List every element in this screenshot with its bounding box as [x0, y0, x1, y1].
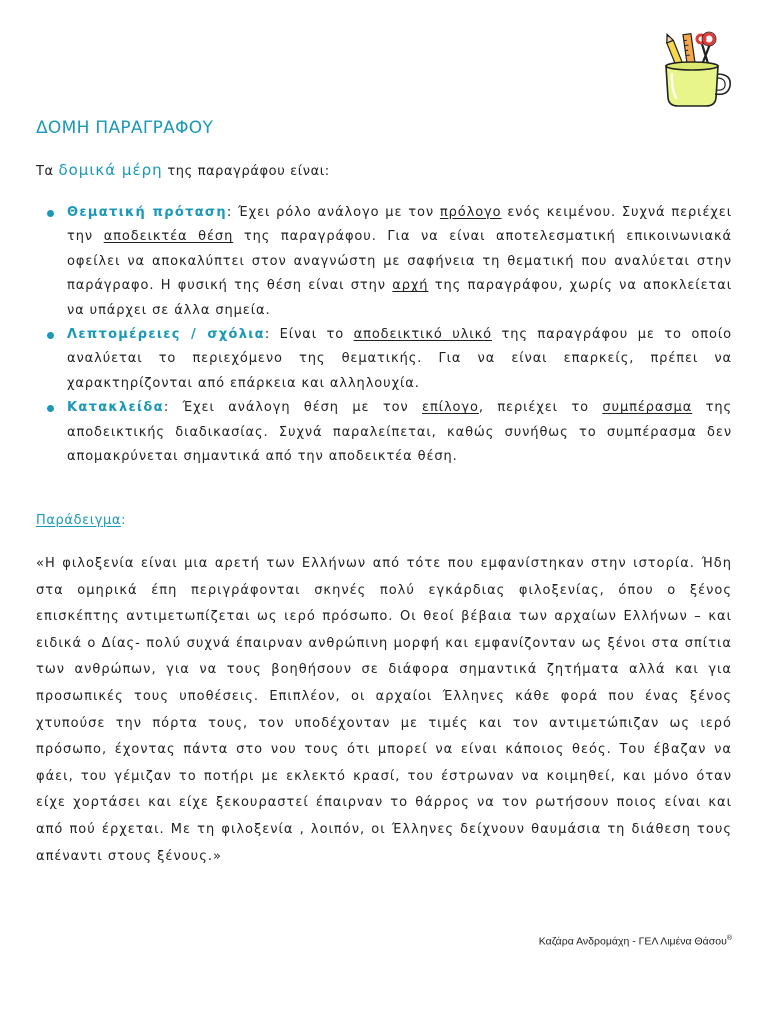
- item-text: : Έχει ρόλο ανάλογο με τον: [226, 205, 440, 220]
- underlined-term: επίλογο: [422, 400, 479, 416]
- intro-text-after: της παραγράφου είναι:: [162, 164, 330, 179]
- bullet-icon: [47, 332, 54, 339]
- parts-list: [36, 201, 732, 469]
- item-text: , περιέχει το: [478, 400, 603, 416]
- footer-credit: [539, 935, 732, 948]
- item-text: της παραγράφου, χωρίς να αποκλείεται να υπάρχει σε άλλα σημεία.: [67, 278, 732, 318]
- example-paragraph: «Η φιλοξενία είναι μια αρετή των Ελλήνων από τότε που εμφανίστηκαν στην ιστορία. Ήδη στα ομηρικά έπη περιγράφονται σκηνές πολύ εγκάρδιας φιλοξενίας, όπου ο ξένος επισκέπτης αντιμετωπίζεται ως ιερό πρόσωπο. Οι θεοί βέβαια των αρχαίων Ελλήνων – και ειδικά ο Δίας- πολύ συχνά έπαιρναν ανθρώπινη μορφή και εμφανίζονταν ως ξένοι στα σπίτια των ανθρώπων, για να τους βοηθήσουν σε διάφορα σημαντικά ζητήματα αλλά και για προσωπικές τους υποθέσεις. Επιπλέον, οι αρχαίοι Έλληνες κάθε φορά που ένας ξένος χτυπούσε την πόρτα τους, τον υποδέχονταν με τιμές και τον αντιμετώπιζαν ως ιερό πρόσωπο, έχοντας πάντα στο νου τους ότι μπορεί να είναι κάποιος θεός. Του έβαζαν να φάει, του γέμιζαν το ποτήρι με εκλεκτό κρασί, του έστρωναν να κοιμηθεί, και μόνο όταν είχε χορτάσει και είχε ξεκουραστεί έπαιρναν το θάρρος να τον ρωτήσουν ποιος είναι και από πού έρχεται. Με τη φιλοξενία , λοιπόν, οι Έλληνες δείχνουν θαυμάσια τη διάθεση τους απέναντι στους ξένους.»: [36, 556, 732, 864]
- item-text: της παραγράφου. Για να είναι αποτελεσματική επικοινωνιακά οφείλει να αποκαλύπτει στον αναγνώστη με σαφήνεια τη θεματική που αναλύεται στην παράγραφο. Η φυσική της θέση είναι στην: [67, 229, 732, 294]
- page-title: ΔΟΜΗ ΠΑΡΑΓΡΑΦΟΥ: [36, 118, 214, 138]
- underlined-term: αποδεικτικό υλικό: [353, 327, 492, 343]
- bullet-icon: [47, 405, 54, 412]
- underlined-term: αρχή: [392, 278, 429, 294]
- intro-text-before: Τα: [36, 164, 59, 179]
- list-item-details: [36, 323, 732, 396]
- footer-text: Καζάρα Ανδρομάχη - ΓΕΛ Λιμένα Θάσου: [538, 935, 727, 948]
- item-text: : Έχει ανάλογη θέση με τον: [163, 400, 423, 416]
- item-text: ενός κειμένου. Συχνά περιέχει την: [67, 205, 733, 245]
- intro-highlight: δομικά μέρη: [58, 161, 163, 179]
- term-label: Λεπτομέρειες / σχόλια: [67, 327, 265, 343]
- underlined-term: αποδεικτέα θέση: [103, 229, 234, 245]
- underlined-term: συμπέρασμα: [602, 400, 693, 416]
- underlined-term: πρόλογο: [439, 205, 502, 220]
- item-text: της παραγράφου με το οποίο αναλύεται το περιεχόμενο της θεματικής. Για να είναι επαρκείς, πρέπει να χαρακτηρίζονται από επάρκεια και αλληλουχία.: [67, 327, 732, 391]
- term-label: Κατακλείδα: [67, 400, 164, 416]
- item-text: : Είναι το: [264, 327, 354, 343]
- example-link[interactable]: Παράδειγμα: [36, 513, 122, 528]
- item-text: της αποδεικτικής διαδικασίας. Συχνά παραλείπεται, καθώς συνήθως το συμπέρασμα δεν απομακρύνεται σημαντικά από την αποδεικτέα θέση.: [67, 400, 732, 465]
- list-item-thematic-sentence: [36, 201, 732, 323]
- registered-mark: ®: [726, 935, 732, 942]
- pencil-cup-icon: [656, 30, 736, 110]
- example-colon: :: [121, 513, 127, 528]
- bullet-icon: [47, 210, 54, 217]
- example-heading: [36, 513, 126, 528]
- intro-line: [36, 161, 330, 179]
- term-label: Θεματική πρόταση: [67, 205, 227, 220]
- list-item-conclusion: [36, 396, 732, 469]
